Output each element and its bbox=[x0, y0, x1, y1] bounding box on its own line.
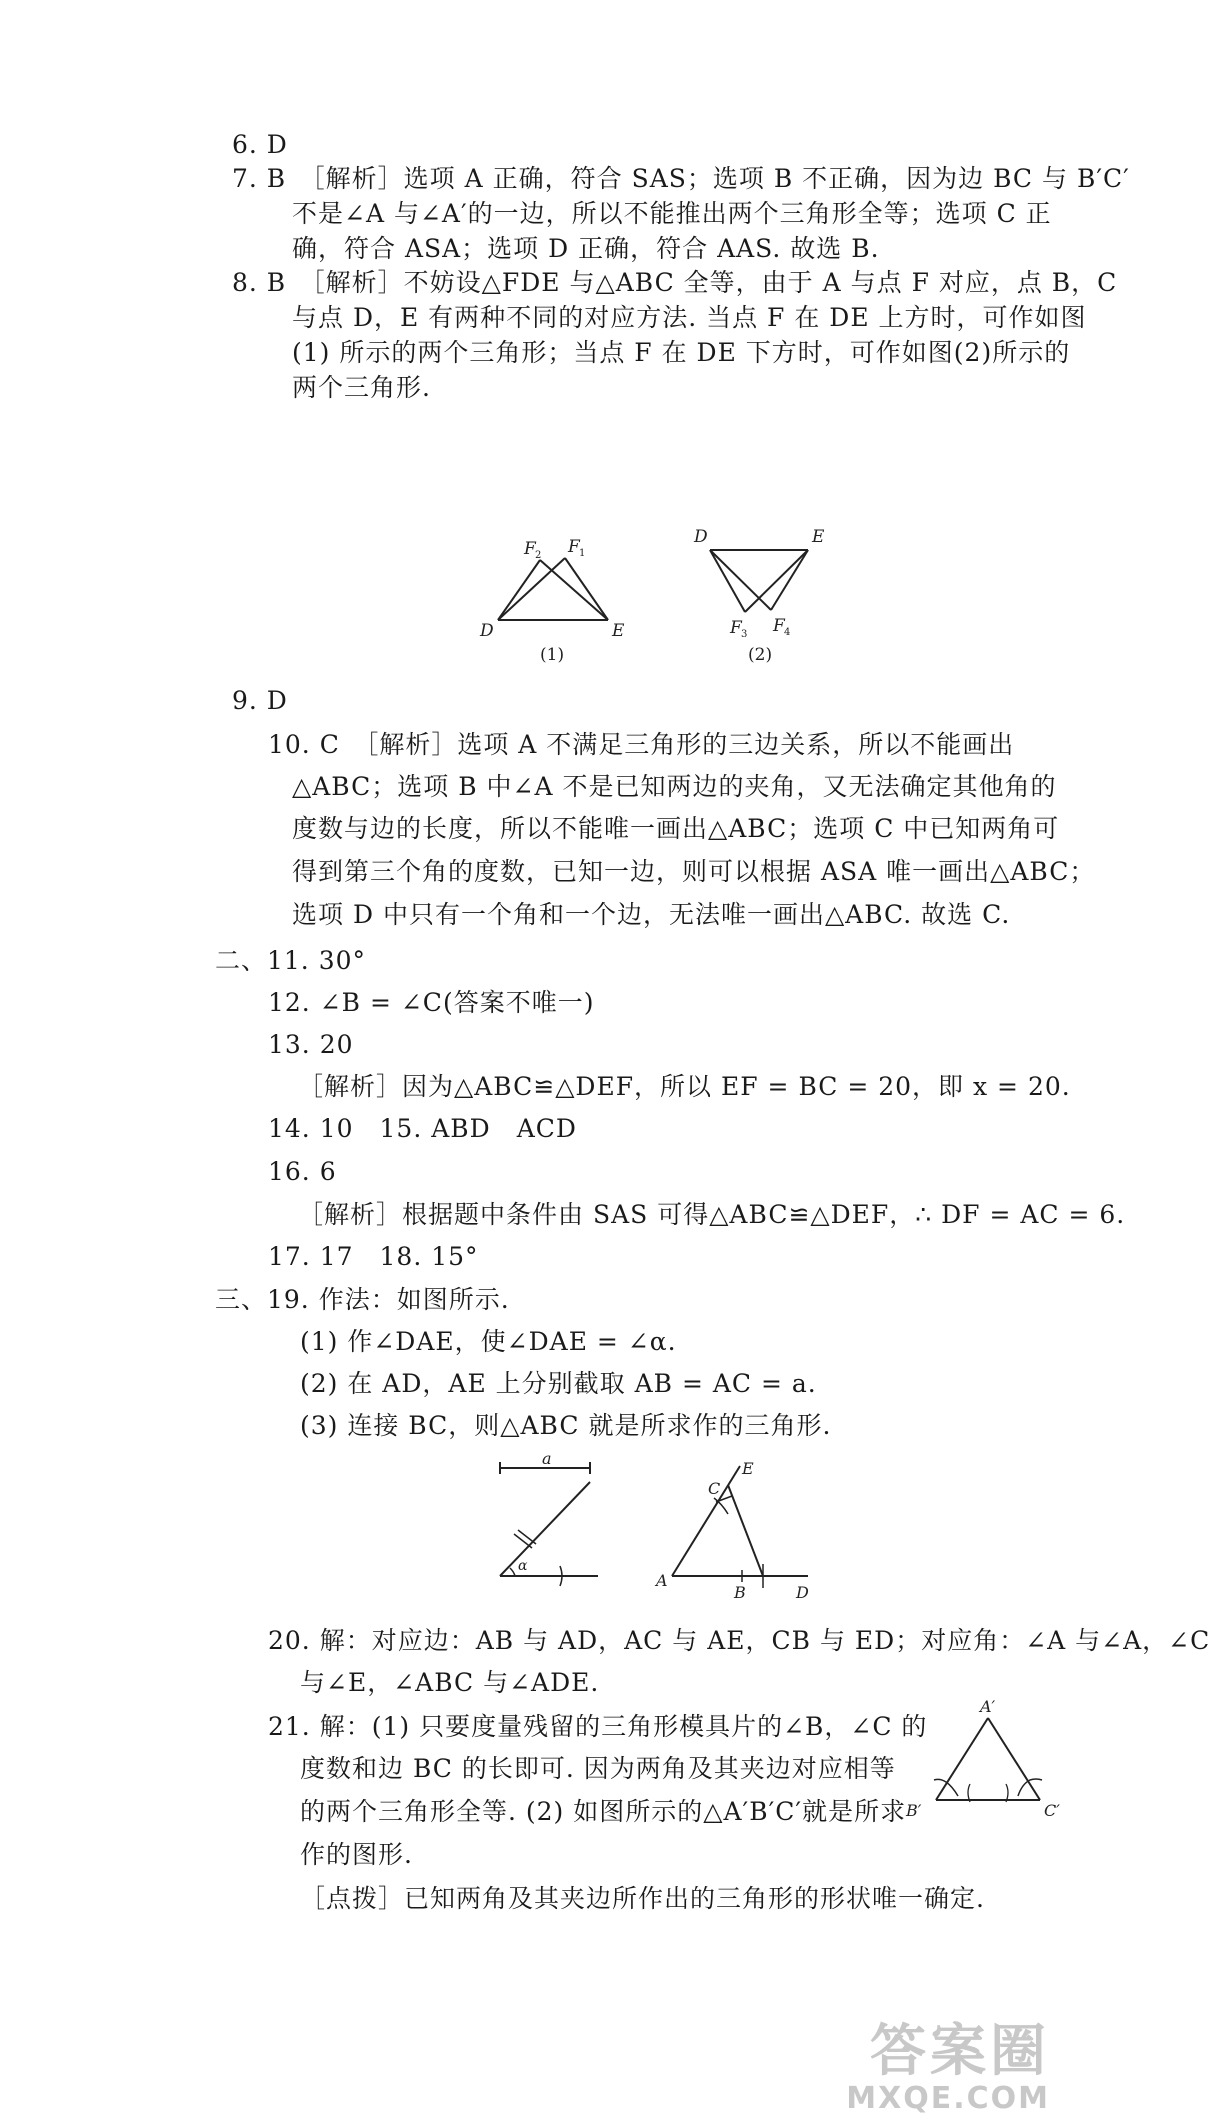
fig8-1-label-e: E bbox=[612, 621, 625, 641]
figure-q19-svg bbox=[478, 1449, 828, 1602]
fig8-1-caption: (1) bbox=[540, 645, 565, 665]
fig19-label-a: a bbox=[542, 1449, 552, 1468]
answer-21-line-3: 的两个三角形全等. (2) 如图所示的△A′B′C′就是所求 bbox=[300, 1797, 907, 1826]
answer-19-step-2: (2) 在 AD，AE 上分别截取 AB = AC = a. bbox=[300, 1369, 817, 1398]
fig8-2-label-f4: F bbox=[773, 616, 785, 636]
answer-7-line-1: 7. B ［解析］选项 A 正确，符合 SAS；选项 B 不正确，因为边 BC 与 B′C′ bbox=[232, 164, 1130, 193]
figure-q8-1 bbox=[479, 537, 625, 665]
fig8-2-label-f3: F bbox=[730, 618, 742, 638]
fig8-2-label-f4-sub: 4 bbox=[784, 627, 791, 638]
fig8-1-label-d: D bbox=[480, 621, 494, 641]
fig19-label-B: B bbox=[734, 1583, 746, 1602]
fig21-label-B: B′ bbox=[906, 1801, 922, 1820]
figure-q19-given bbox=[500, 1449, 598, 1586]
answer-8-line-2: 与点 D，E 有两种不同的对应方法. 当点 F 在 DE 上方时，可作如图 bbox=[292, 303, 1087, 332]
fig8-2-label-f3-sub: 3 bbox=[741, 629, 748, 640]
answer-8-line-4: 两个三角形. bbox=[292, 373, 431, 402]
answer-10-line-4: 得到第三个角的度数，已知一边，则可以根据 ASA 唯一画出△ABC； bbox=[292, 857, 1096, 886]
figure-q21-svg bbox=[900, 1697, 1060, 1830]
fig19-label-C: C bbox=[708, 1479, 721, 1498]
fig19-label-A: A bbox=[656, 1571, 668, 1590]
answer-14-15: 14. 10 15. ABD ACD bbox=[268, 1114, 577, 1143]
fig19-label-D: D bbox=[796, 1583, 809, 1602]
answer-10-line-3: 度数与边的长度，所以不能唯一画出△ABC；选项 C 中已知两角可 bbox=[292, 814, 1060, 843]
answer-21-line-4: 作的图形. bbox=[300, 1840, 413, 1869]
answer-11: 二、11. 30° bbox=[215, 946, 367, 975]
answer-21-line-2: 度数和边 BC 的长即可. 因为两角及其夹边对应相等 bbox=[300, 1754, 896, 1783]
fig8-1-label-f2-sub: 2 bbox=[535, 550, 542, 561]
figure-q8-svg bbox=[468, 520, 843, 668]
answer-7-line-3: 确，符合 ASA；选项 D 正确，符合 AAS. 故选 B. bbox=[292, 234, 880, 263]
figure-q8-2 bbox=[693, 527, 825, 665]
answer-19-step-3: (3) 连接 BC，则△ABC 就是所求作的三角形. bbox=[300, 1411, 832, 1440]
figure-q8 bbox=[468, 520, 843, 668]
answer-6: 6. D bbox=[232, 130, 288, 159]
answer-8-line-3: (1) 所示的两个三角形；当点 F 在 DE 下方时，可作如图(2)所示的 bbox=[292, 338, 1071, 367]
answer-16: 16. 6 bbox=[268, 1157, 337, 1186]
figure-q19 bbox=[478, 1449, 828, 1602]
answer-21-line-1: 21. 解：(1) 只要度量残留的三角形模具片的∠B，∠C 的 bbox=[268, 1712, 928, 1741]
fig8-1-label-f1-sub: 1 bbox=[579, 548, 586, 559]
fig8-2-label-e: E bbox=[812, 527, 825, 547]
watermark bbox=[846, 2019, 1050, 2116]
fig21-label-A: A′ bbox=[980, 1697, 996, 1716]
figure-q19-result bbox=[654, 1459, 809, 1602]
answer-9: 9. D bbox=[232, 686, 288, 715]
fig8-1-label-f1: F bbox=[568, 537, 580, 557]
answer-8-line-1: 8. B ［解析］不妨设△FDE 与△ABC 全等，由于 A 与点 F 对应，点 B，C bbox=[232, 268, 1118, 297]
watermark-logo-text: 答案圈 bbox=[870, 2019, 1050, 2084]
fig19-label-E: E bbox=[742, 1459, 754, 1478]
answer-17-18: 17. 17 18. 15° bbox=[268, 1242, 479, 1271]
fig21-label-C: C′ bbox=[1044, 1801, 1060, 1820]
answer-10-line-2: △ABC；选项 B 中∠A 不是已知两边的夹角，又无法确定其他角的 bbox=[292, 772, 1057, 801]
answer-13: 13. 20 bbox=[268, 1030, 354, 1059]
answer-19-step-1: (1) 作∠DAE，使∠DAE = ∠α. bbox=[300, 1327, 677, 1356]
answer-7-line-2: 不是∠A 与∠A′的一边，所以不能推出两个三角形全等；选项 C 正 bbox=[292, 199, 1052, 228]
figure-q21 bbox=[900, 1697, 1060, 1830]
answer-19-header: 三、19. 作法：如图所示. bbox=[215, 1285, 510, 1314]
watermark-url: MXQE.COM bbox=[846, 2081, 1050, 2116]
answer-10-line-1: 10. C ［解析］选项 A 不满足三角形的三边关系，所以不能画出 bbox=[268, 730, 1015, 759]
answer-20-line-1: 20. 解：对应边：AB 与 AD，AC 与 AE，CB 与 ED；对应角：∠A 与∠A，∠C bbox=[268, 1626, 1210, 1655]
answer-21-tip: ［点拨］已知两角及其夹边所作出的三角形的形状唯一确定. bbox=[300, 1884, 985, 1913]
answer-12: 12. ∠B = ∠C(答案不唯一) bbox=[268, 988, 595, 1017]
fig8-1-label-f2: F bbox=[524, 539, 536, 559]
fig8-2-label-d: D bbox=[694, 527, 708, 547]
answer-20-line-2: 与∠E，∠ABC 与∠ADE. bbox=[300, 1668, 600, 1697]
answer-10-line-5: 选项 D 中只有一个角和一个边，无法唯一画出△ABC. 故选 C. bbox=[292, 900, 1011, 929]
answer-13-analysis: ［解析］因为△ABC≌△DEF，所以 EF = BC = 20，即 x = 20. bbox=[298, 1072, 1071, 1101]
fig19-label-alpha: α bbox=[518, 1558, 528, 1574]
answer-16-analysis: ［解析］根据题中条件由 SAS 可得△ABC≌△DEF，∴ DF = AC = 6. bbox=[298, 1200, 1126, 1229]
fig8-2-caption: (2) bbox=[748, 645, 773, 665]
